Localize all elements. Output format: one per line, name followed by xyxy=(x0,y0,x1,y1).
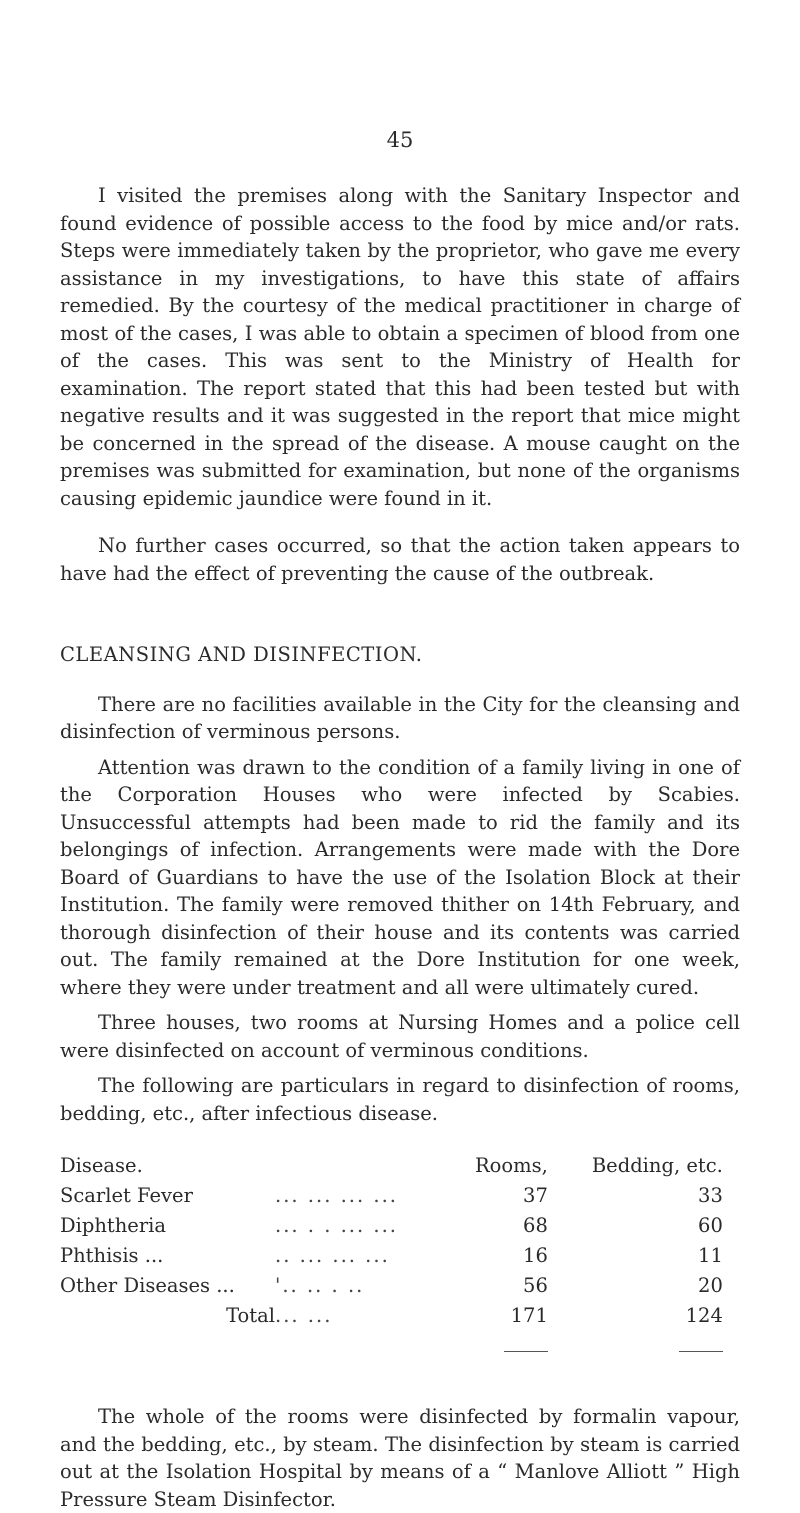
row-disease: Other Diseases ... xyxy=(60,1273,235,1297)
header-bedding: Bedding, etc. xyxy=(591,1153,723,1177)
total-underline xyxy=(504,1351,548,1352)
paragraph-verminous-houses: Three houses, two rooms at Nursing Homes and a police cell were disinfected on account of verminous conditions. xyxy=(60,1011,740,1062)
row-leader-dots: '.. .. . .. xyxy=(275,1273,365,1297)
paragraph-scabies-family: Attention was drawn to the condition of a family living in one of the Corporation Houses who were infected by Scabies. Unsuccessful attempts had been made to rid the family and its belongings of infection. Arrangements were made with the Dore Board of Guardians to have the use of the Isolation Block at their Institution. The family were removed thither on 14th February, and thorough disinfection of their house and its contents was carried out. The family remained at the Dore Institution for one week, where they were under treatment and all were ultimately cured. xyxy=(60,755,740,999)
paragraph-table-intro: The following are particulars in regard to disinfection of rooms, bedding, etc., after infectious disease. xyxy=(60,1074,740,1125)
total-underline xyxy=(679,1351,723,1352)
row-leader-dots: .. ... ... ... xyxy=(275,1243,390,1267)
row-disease: Diphtheria xyxy=(60,1213,167,1237)
row-bedding: 20 xyxy=(698,1273,723,1297)
section-heading: CLEANSING AND DISINFECTION. xyxy=(60,643,423,666)
row-rooms: 37 xyxy=(523,1183,548,1207)
paragraph-no-further-cases: No further cases occurred, so that the action taken appears to have had the effect of preventing the cause of the outbreak. xyxy=(60,534,740,585)
paragraph-facilities: There are no facilities available in the City for the cleansing and disinfection of verminous persons. xyxy=(60,692,740,743)
total-bedding: 124 xyxy=(685,1303,723,1327)
row-bedding: 11 xyxy=(698,1243,723,1267)
row-leader-dots: ... . . ... ... xyxy=(275,1213,398,1237)
header-rooms: Rooms, xyxy=(475,1153,548,1177)
table-row xyxy=(60,1209,723,1239)
table-row xyxy=(60,1179,723,1209)
row-bedding: 60 xyxy=(698,1213,723,1237)
table-header-row xyxy=(60,1149,723,1179)
table-row xyxy=(60,1269,723,1299)
row-rooms: 68 xyxy=(523,1213,548,1237)
table-rule-row xyxy=(60,1329,723,1359)
page-content xyxy=(60,182,740,1513)
disinfection-table xyxy=(60,1149,723,1359)
paragraph-investigation: I visited the premises along with the Sanitary Inspector and found evidence of possible access to the food by mice and/or rats. Steps were immediately taken by the proprietor, who gave me every assistance in my investigations, to have this state of affairs remedied. By the courtesy of the medical practitioner in charge of most of the cases, I was able to obtain a specimen of blood from one of the cases. This was sent to the Ministry of Health for examination. The report stated that this had been tested but with negative results and it was suggested in the report that mice might be concerned in the spread of the disease. A mouse caught on the premises was submitted for examination, but none of the organisms causing epidemic jaundice were found in it. xyxy=(60,184,740,510)
row-rooms: 56 xyxy=(523,1273,548,1297)
row-rooms: 16 xyxy=(523,1243,548,1267)
total-rooms: 171 xyxy=(510,1303,548,1327)
header-disease: Disease. xyxy=(60,1153,143,1177)
table-total-row xyxy=(60,1299,723,1329)
total-label: Total xyxy=(226,1303,275,1327)
table-row xyxy=(60,1239,723,1269)
row-disease: Scarlet Fever xyxy=(60,1183,193,1207)
page-number: 45 xyxy=(386,128,414,152)
total-leader-dots: ... ... xyxy=(275,1303,333,1327)
row-disease: Phthisis ... xyxy=(60,1243,164,1267)
row-leader-dots: ... ... ... ... xyxy=(275,1183,398,1207)
paragraph-formalin-steam: The whole of the rooms were disinfected by formalin vapour, and the bedding, etc., by steam. The disinfection by steam is carried out at the Isolation Hospital by means of a “ Manlove Alliott ” High Pressure Steam Disinfector. xyxy=(60,1405,740,1511)
row-bedding: 33 xyxy=(698,1183,723,1207)
